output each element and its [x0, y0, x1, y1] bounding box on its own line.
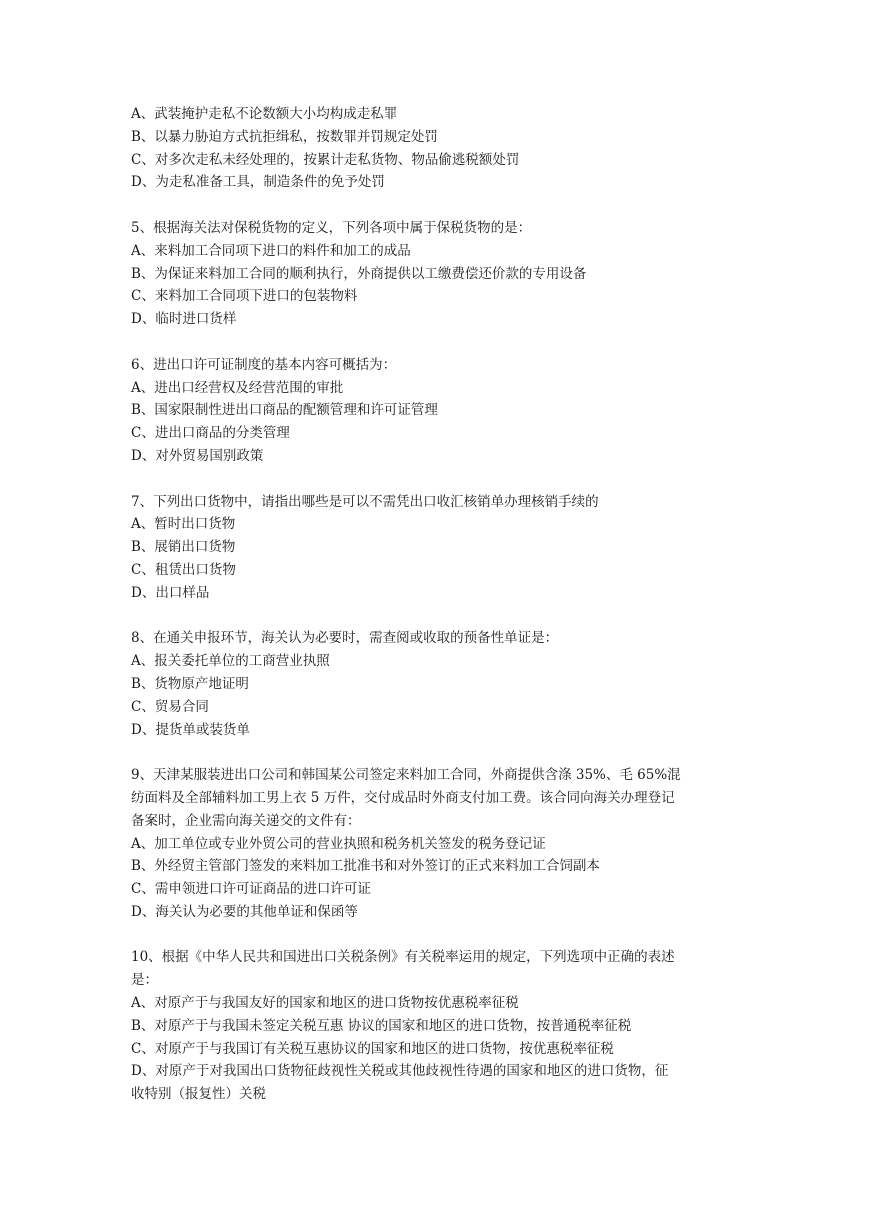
q7-option-a: A、暂时出口货物 — [131, 516, 236, 533]
q10-option-a: A、对原产于与我国友好的国家和地区的进口货物按优惠税率征税 — [131, 995, 519, 1012]
q9-option-a: A、加工单位或专业外贸公司的营业执照和税务机关签发的税务登记证 — [131, 835, 546, 852]
q8-option-a: A、报关委托单位的工商营业执照 — [131, 653, 330, 670]
q10-question-line-1: 10、根据《中华人民共和国进出口关税条例》有关税率运用的规定，下列选项中正确的表述 — [131, 949, 675, 966]
q5-option-b: B、为保证来料加工合同的顺利执行，外商提供以工缴费偿还价款的专用设备 — [131, 265, 587, 282]
q7-option-c: C、租赁出口货物 — [131, 561, 236, 578]
q4-option-b: B、以暴力胁迫方式抗拒缉私，按数罪并罚规定处罚 — [131, 128, 438, 145]
question-10 — [131, 946, 746, 1106]
q7-option-d: D、出口样品 — [131, 584, 210, 601]
q5-option-a: A、来料加工合同项下进口的料件和加工的成品 — [131, 242, 411, 259]
q8-option-c: C、贸易合同 — [131, 698, 209, 715]
question-8 — [131, 627, 746, 741]
question-4 — [131, 103, 746, 194]
q6-option-b: B、国家限制性进出口商品的配额管理和许可证管理 — [131, 402, 438, 419]
q6-option-d: D、对外贸易国别政策 — [131, 447, 264, 464]
q10-option-b: B、对原产于与我国未签定关税互惠 协议的国家和地区的进口货物，按普通税率征税 — [131, 1017, 632, 1034]
q4-option-c: C、对多次走私未经处理的，按累计走私货物、物品偷逃税额处罚 — [131, 151, 520, 168]
q6-option-c: C、进出口商品的分类管理 — [131, 425, 290, 442]
q5-option-c: C、来料加工合同项下进口的包装物料 — [131, 288, 358, 305]
q9-option-b: B、外经贸主管部门签发的来料加工批准书和对外签订的正式来料加工合饲副本 — [131, 858, 600, 875]
q10-option-c: C、对原产于与我国订有关税互惠协议的国家和地区的进口货物，按优惠税率征税 — [131, 1040, 614, 1057]
q5-option-d: D、临时进口货样 — [131, 311, 237, 328]
q9-question-line-2: 纺面料及全部辅料加工男上衣 5 万件，交付成品时外商支付加工费。该合同向海关办理登记 — [131, 789, 675, 806]
q10-option-d-line-2: 收特别（报复性）关税 — [131, 1086, 266, 1103]
q4-option-a: A、武装掩护走私不论数额大小均构成走私罪 — [131, 106, 398, 122]
question-5 — [131, 217, 746, 331]
q7-option-b: B、展销出口货物 — [131, 539, 236, 556]
q5-question: 5、根据海关法对保税货物的定义，下列各项中属于保税货物的是： — [131, 219, 532, 236]
q7-question: 7、下列出口货物中，请指出哪些是可以不需凭出口收汇核销单办理核销手续的 — [131, 493, 599, 510]
q8-option-d: D、提货单或装货单 — [131, 721, 250, 738]
question-7 — [131, 491, 746, 605]
q8-option-b: B、货物原产地证明 — [131, 675, 249, 692]
question-9 — [131, 764, 746, 924]
q8-question: 8、在通关申报环节，海关认为必要时，需查阅或收取的预备性单证是： — [131, 630, 559, 647]
q10-question-line-2: 是： — [131, 972, 158, 989]
q9-option-d: D、海关认为必要的其他单证和保函等 — [131, 903, 358, 920]
q6-question: 6、进出口许可证制度的基本内容可概括为： — [131, 356, 397, 373]
q6-option-a: A、进出口经营权及经营范围的审批 — [131, 379, 344, 396]
document-content — [131, 103, 746, 1129]
q9-question-line-1: 9、天津某服装进出口公司和韩国某公司签定来料加工合同，外商提供含涤 35%、毛 65%混 — [131, 767, 681, 784]
q10-option-d-line-1: D、对原产于对我国出口货物征歧视性关税或其他歧视性待遇的国家和地区的进口货物，征 — [131, 1063, 669, 1080]
question-6 — [131, 354, 746, 468]
q4-option-d: D、为走私准备工具，制造条件的免予处罚 — [131, 174, 385, 191]
q9-question-line-3: 备案时，企业需向海关递交的文件有： — [131, 812, 361, 829]
q9-option-c: C、需申领进口许可证商品的进口许可证 — [131, 881, 371, 898]
